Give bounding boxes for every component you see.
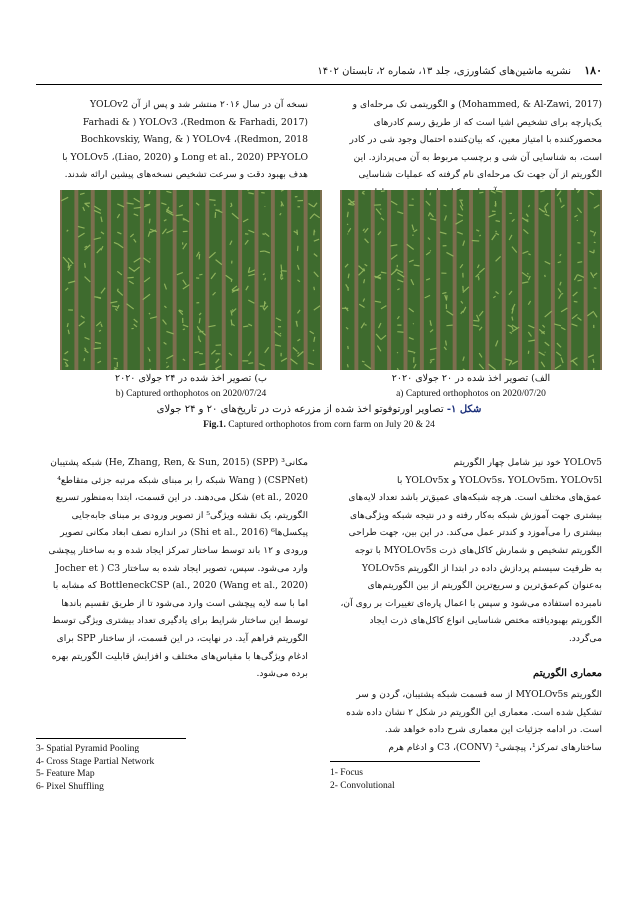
corn-row (457, 190, 469, 370)
corn-leaf (512, 317, 513, 321)
footnote: 3- Spatial Pyramid Pooling (36, 744, 140, 754)
corn-leaf (479, 235, 481, 236)
corn-leaf (397, 332, 403, 333)
corn-leaf (199, 331, 203, 332)
corn-leaf (496, 231, 497, 232)
corn-leaf (281, 265, 282, 270)
corn-leaf (195, 352, 200, 353)
text-line: ورودی و ۱۲ باند توسط ساختار تمرکز ایجاد شده و به ساختار پیچشی (48, 544, 308, 556)
corn-leaf (243, 326, 248, 327)
caption-a-fa: الف) تصویر اخذ شده در ۲۰ جولای ۲۰۲۰ (391, 373, 551, 384)
corn-leaf (281, 271, 287, 272)
corn-row (275, 190, 287, 370)
text-line: پیکسل‌ها⁶ (Shi et al., 2016) در اندازه نصف ابعاد مکانی تصویر (60, 527, 308, 539)
text-line: (Mohammed, & Al-Zawi, 2017) و الگوریتمی تک مرحله‌ای و (352, 99, 602, 110)
corn-leaf (94, 348, 101, 349)
caption-b-fa: ب) تصویر اخذ شده در ۲۴ جولای ۲۰۲۰ (115, 373, 267, 384)
corn-leaf (347, 224, 348, 225)
text-line: YOLOv5s، YOLOv5m، YOLOv5l و YOLOv5x با (397, 474, 602, 486)
corn-leaf (260, 251, 265, 252)
corn-leaf (430, 193, 431, 196)
corn-leaf (231, 279, 232, 282)
corn-leaf (446, 325, 452, 326)
corn-leaf (314, 287, 315, 290)
text-line: Long et al., 2020) PP-YOLO و YOLOv5 ،(Liao, 2020) با (62, 151, 308, 163)
text-line: الگوریتم بهبودیافته مختص شناسایی انواع کاکل‌های ذرت ایجاد (369, 615, 602, 627)
corn-leaf (265, 278, 266, 281)
orthophoto-a (340, 190, 602, 370)
corn-row (588, 190, 600, 370)
corn-leaf (183, 329, 185, 330)
corn-row (506, 190, 518, 370)
text-line: به‌عنوان کم‌عمق‌ترین و سریع‌ترین الگوریتم از بین الگوریتم‌های (367, 580, 602, 592)
corn-row (407, 190, 419, 370)
footnote: 4- Cross Stage Partial Network (36, 756, 155, 767)
corn-leaf (199, 336, 200, 341)
corn-leaf (280, 333, 281, 334)
corn-leaf (347, 212, 348, 217)
journal-title: نشریه ماشین‌های کشاورزی، جلد ۱۳، شماره ۲، تابستان ۱۴۰۲ (317, 66, 572, 77)
corn-leaf (297, 230, 298, 235)
text-line: عمق‌های مختلف است. هرچه شبکه‌های عمیق‌تر باشد تعداد لایه‌های (348, 492, 602, 504)
text-line: هدف بهبود دقت و سرعت تشخیص نسخه‌های پیشین ارائه شدند. (64, 169, 308, 181)
text-line: (Wang et al., 2020) BottleneckCSP (al., 2020 که مشابه با (52, 580, 308, 592)
page-number: ۱۸۰ (584, 64, 602, 77)
text-line: Wang ) (CSPNet) شبکه را بر مبنای شبکه مرتبه جزئی متقاطع⁴ (57, 474, 308, 486)
top-left-paragraph (36, 96, 308, 184)
caption-b-en: b) Captured orthophotos on 2020/07/24 (115, 389, 267, 399)
corn-leaf (478, 279, 479, 280)
text-line: الگوریتم از آن جهت تک مرحله‌ای نام گرفته که عملیات شناسایی (358, 169, 602, 181)
section-heading: معماری الگوریتم (533, 668, 602, 679)
footnote: 2- Convolutional (330, 780, 395, 791)
corn-leaf (473, 320, 479, 321)
corn-row (555, 190, 567, 370)
figure-label-en: Fig.1. (203, 420, 226, 430)
corn-leaf (314, 230, 315, 236)
text-line: Farhadi & ) YOLOv3 ،(Redmon & Farhadi, 2017) (82, 116, 308, 128)
corn-leaf (231, 320, 232, 326)
corn-row (538, 190, 550, 370)
corn-leaf (561, 293, 563, 294)
text-line: است. در ادامه جزئیات این معماری شرح داده خواهد شد. (384, 724, 602, 736)
corn-leaf (85, 263, 86, 268)
corn-row (489, 190, 501, 370)
footnote-rule-left (36, 738, 186, 739)
top-right-paragraph (330, 96, 602, 202)
corn-row (342, 190, 354, 370)
corn-leaf (262, 234, 264, 235)
text-line: می‌گردد. (568, 632, 602, 644)
text-line: الگوریتم تشخیص و شمارش کاکل‌های ذرت MYOLOv5s با توجه (354, 544, 602, 556)
corn-leaf (472, 240, 479, 241)
orthophoto-b (60, 190, 322, 370)
corn-leaf (209, 200, 215, 201)
header-rule (36, 84, 602, 85)
corn-leaf (347, 364, 348, 367)
caption-a-en: a) Captured orthophotos on 2020/07/20 (396, 389, 546, 399)
footnotes-left (36, 743, 308, 793)
corn-leaf (145, 204, 150, 205)
corn-leaf (149, 359, 150, 362)
running-header (36, 64, 602, 82)
text-line: ساختارهای تمرکز¹، پیچشی² (CONV)، C3 و ادغام هرم (388, 741, 602, 753)
text-line: نامبرده استفاده می‌شود و سپس با اعمال پاره‌ای تغییرات بر روی آن، (340, 597, 602, 609)
corn-leaf (446, 295, 447, 300)
text-line: یک‌پارچه برای تشخیص اشیا است که از طریق رسم کادرهای (373, 116, 602, 128)
corn-leaf (381, 191, 385, 192)
corn-leaf (85, 203, 90, 204)
text-line: et al., 2020) شکل می‌دهند. در این قسمت، ابتدا به‌منظور تسریع (55, 492, 308, 504)
corn-leaf (593, 359, 594, 363)
text-line: الگوریتم فراهم آید. در نهایت، در این قسمت، از ساختار SPP برای (56, 632, 308, 644)
text-line: بیشتری را می‌آموزد و کندتر عمل می‌کند. در این بین، جهت طراحی (348, 527, 602, 539)
right-column-body (330, 454, 602, 648)
text-line: اما با سه لایه پیچشی است وارد می‌شود تا از طریق تقسیم باندها (61, 597, 308, 609)
figure-label-fa: شکل ۱- (446, 404, 482, 415)
corn-leaf (430, 250, 431, 251)
corn-leaf (527, 273, 528, 274)
text-line: تشکیل شده است. معماری این الگوریتم در شکل ۲ نشان داده شده (346, 706, 602, 718)
corn-leaf (594, 288, 597, 289)
text-line: است، به شناسایی آن شی و برچسب مربوط به آن می‌پردازد. این (353, 151, 602, 163)
corn-leaf (446, 341, 447, 346)
text-line: به ظرفیت سیستم پردازش داده در ابتدا از الگوریتم YOLOv5s (361, 562, 602, 574)
corn-leaf (297, 246, 298, 251)
corn-rows-image-a (340, 190, 602, 370)
figure-caption-fa-text: تصاویر اورتوفوتو اخذ شده از مزرعه ذرت در تاریخ‌های ۲۰ و ۲۴ جولای (156, 404, 447, 415)
corn-leaf (413, 323, 414, 324)
corn-row (242, 190, 254, 370)
corn-leaf (68, 262, 69, 267)
figure-caption-en-text: Captured orthophotos from corn farm on July 20 & 24 (225, 420, 435, 430)
corn-leaf (594, 242, 596, 243)
footnote-rule-right (330, 761, 480, 762)
corn-leaf (362, 361, 365, 362)
footnote: 5- Feature Map (36, 769, 95, 779)
footnote: 6- Pixel Shuffling (36, 781, 104, 792)
figure-caption-en (36, 420, 602, 430)
text-line: Bochkovskiy, Wang, & ) YOLOv4 ،(Redmon, 2018 (80, 134, 308, 146)
corn-rows-image-b (60, 190, 322, 370)
corn-row (160, 190, 172, 370)
footnote: 1- Focus (330, 768, 363, 778)
text-line: توسط این ساختار شرایط برای یادگیری تعداد بیشتری ویژگی توسط (52, 615, 308, 627)
text-line: محصورکننده با امتیاز معین، که بیان‌کننده احتمال وجود شی در کادر (349, 134, 602, 146)
text-line: ادغام ویژگی‌ها با مقیاس‌های مختلف و افزایش قابلیت الگوریتم بهره (51, 650, 308, 662)
corn-row (193, 190, 205, 370)
left-column-body (36, 454, 308, 683)
corn-row (127, 190, 139, 370)
text-line: نسخه آن در سال ۲۰۱۶ منتشر شد و پس از آن YOLOv2 (89, 99, 308, 110)
corn-leaf (528, 254, 530, 255)
corn-leaf (248, 190, 249, 191)
right-column-body-2 (330, 686, 602, 756)
corn-leaf (127, 277, 133, 278)
text-line: الگوریتم MYOLOv5s از سه قسمت شبکه پشتیبان، گردن و سر (356, 689, 602, 700)
text-line: YOLOv5 خود نیز شامل چهار الگوریتم (453, 457, 602, 468)
corn-leaf (149, 313, 150, 314)
corn-leaf (313, 350, 314, 351)
corn-leaf (149, 219, 150, 224)
text-line: وارد می‌شود. سپس، تصویر ایجاد شده به ساختار Jocher et ) C3 (55, 562, 308, 574)
corn-leaf (84, 358, 85, 361)
text-line: الگوریتم، یک نقشه ویژگی⁵ از تصویر ورودی بر مبنای جابه‌جایی (71, 509, 308, 521)
corn-leaf (479, 192, 483, 193)
corn-leaf (248, 363, 253, 364)
text-line: مکانی³ (SPP) (He, Zhang, Ren, & Sun, 2015) شبکه پشتیبان (50, 457, 308, 468)
corn-leaf (414, 265, 420, 266)
corn-leaf (149, 191, 150, 194)
text-line: برده می‌شود. (256, 668, 308, 680)
corn-leaf (166, 362, 167, 363)
corn-row (375, 190, 387, 370)
text-line: بیشتری جهت آموزش شبکه به‌کار رفته و در نتیجه شبکه ویژگی‌های (350, 509, 602, 521)
corn-leaf (365, 325, 367, 326)
corn-leaf (444, 205, 447, 206)
corn-leaf (545, 275, 546, 277)
corn-leaf (199, 274, 202, 275)
figure-caption-fa (36, 404, 602, 415)
corn-row (424, 190, 436, 370)
footnotes-right (330, 767, 602, 792)
corn-leaf (574, 301, 578, 302)
corn-row (62, 190, 74, 370)
